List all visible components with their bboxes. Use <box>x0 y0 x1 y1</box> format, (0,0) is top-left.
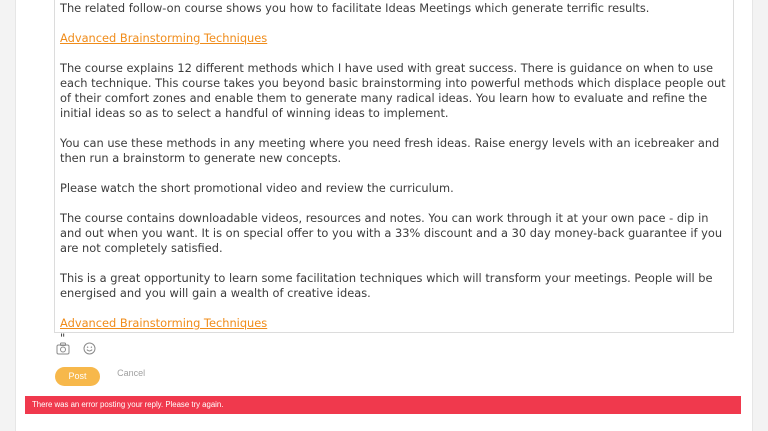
reply-actions <box>55 364 145 386</box>
editor-toolbar <box>56 340 104 356</box>
smiley-icon[interactable] <box>83 340 96 359</box>
advanced-brainstorming-link-2[interactable]: Advanced Brainstorming Techniques <box>60 316 268 330</box>
reply-panel <box>15 0 753 431</box>
paragraph-follow-on: The related follow-on course shows you how to facilitate Ideas Meetings which generate terrific results. <box>60 1 650 15</box>
advanced-brainstorming-link-1[interactable]: Advanced Brainstorming Techniques <box>60 31 268 45</box>
post-button[interactable]: Post <box>55 367 100 386</box>
error-message-bar: There was an error posting your reply. Please try again. <box>25 396 741 414</box>
camera-icon[interactable] <box>56 340 70 359</box>
paragraph-fresh-ideas: You can use these methods in any meeting where you need fresh ideas. Raise energy levels with an icebreaker and then run a brainstorm to generate new concepts. <box>60 136 720 165</box>
paragraph-opportunity: This is a great opportunity to learn some facilitation techniques which will transform your meetings. People will be energised and you will gain a wealth of creative ideas. <box>60 271 713 300</box>
paragraph-promo-video: Please watch the short promotional video and review the curriculum. <box>60 181 454 195</box>
cancel-button[interactable]: Cancel <box>117 368 146 378</box>
paragraph-methods: The course explains 12 different methods which I have used with great success. There is guidance on when to use each technique. This course takes you beyond basic brainstorming into powerful methods which displace people out of their comfort zones and enable them to generate many radical ideas. You learn how to evaluate and refine the initial ideas so as to select a handful of winning ideas to implement. <box>60 61 726 120</box>
paragraph-course-contents: The course contains downloadable videos, resources and notes. You can work through it at your own pace - dip in and out when you want. It is on special offer to you with a 33% discount and a 30 day money-back guarantee if you are not completely satisfied. <box>60 211 723 255</box>
reply-editor[interactable] <box>54 0 734 345</box>
trailing-quote: " <box>60 331 66 345</box>
